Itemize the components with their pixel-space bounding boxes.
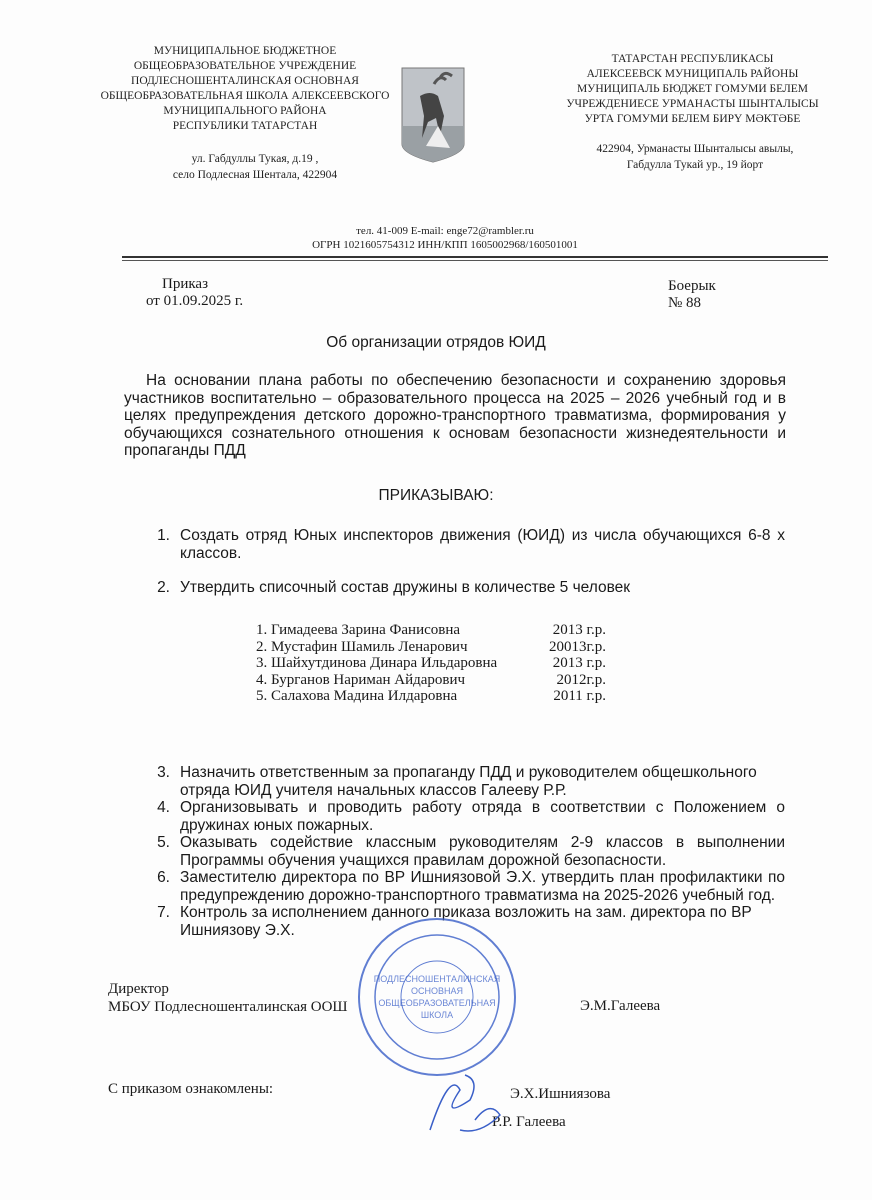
- student-row: [256, 672, 606, 689]
- header-line: ТАТАРСТАН РЕСПУБЛИКАСЫ: [611, 53, 774, 65]
- order-item: [130, 799, 785, 834]
- item-text: Утвердить списочный состав дружины в количестве 5 человек: [180, 579, 631, 596]
- director-role: Директор: [108, 981, 169, 997]
- student-year: 20013г.р.: [549, 638, 606, 655]
- director-block: [108, 980, 348, 1016]
- order-items-1-2: [130, 527, 785, 597]
- header-right: [545, 52, 840, 127]
- item-number: 5.: [157, 834, 170, 851]
- acquainted-name: Р.Р. Галеева: [492, 1114, 566, 1130]
- order-label-tatar: Боерык: [668, 278, 716, 294]
- coat-of-arms-emblem: [400, 66, 466, 164]
- item-number: 1.: [157, 527, 170, 544]
- header-line: МУНИЦИПАЛЬ БЮДЖЕТ ГОМУМИ БЕЛЕМ: [576, 83, 809, 95]
- header-right-address: [570, 141, 820, 173]
- acquainted-name: Э.Х.Ишниязова: [510, 1086, 611, 1102]
- school-stamp: [352, 912, 522, 1082]
- item-number: 6.: [157, 869, 170, 886]
- address-line: Габдулла Тукай ур., 19 йорт: [626, 159, 764, 171]
- document-title: Об организации отрядов ЮИД: [326, 334, 546, 351]
- item-number: 3.: [157, 764, 170, 781]
- handwritten-signature: [420, 1060, 510, 1140]
- header-line: ОБЩЕОБРАЗОВАТЕЛЬНАЯ ШКОЛА АЛЕКСЕЕВСКОГО: [100, 90, 390, 102]
- student-year: 2011 г.р.: [553, 688, 606, 704]
- header-left: [95, 44, 395, 134]
- header-left-address: [130, 151, 380, 183]
- item-number: 2.: [157, 579, 170, 596]
- svg-text:ОБЩЕОБРАЗОВАТЕЛЬНАЯ: ОБЩЕОБРАЗОВАТЕЛЬНАЯ: [378, 998, 496, 1008]
- header-line: ОБЩЕОБРАЗОВАТЕЛЬНОЕ УЧРЕЖДЕНИЕ: [133, 60, 357, 72]
- header-divider: [122, 256, 828, 261]
- director-name: Э.М.Галеева: [580, 998, 661, 1014]
- student-name: 3. Шайхутдинова Динара Ильдаровна: [256, 655, 498, 671]
- student-year: 2013 г.р.: [552, 622, 606, 638]
- student-row: [256, 688, 606, 705]
- director-org: МБОУ Подлесношенталинская ООШ: [108, 999, 348, 1015]
- header-line: УЧРЕЖДЕНИЕСЕ УРМАНАСТЫ ШЫНТАЛЫСЫ: [566, 98, 819, 110]
- address-line: 422904, Урманасты Шынталысы авылы,: [596, 143, 794, 155]
- student-year: 2012г.р.: [556, 671, 606, 688]
- student-name: 1. Гимадеева Зарина Фанисовна: [256, 622, 461, 638]
- address-line: село Подлесная Шентала, 422904: [172, 169, 338, 181]
- svg-text:ОСНОВНАЯ: ОСНОВНАЯ: [410, 986, 464, 996]
- header-line: ПОДЛЕСНОШЕНТАЛИНСКАЯ ОСНОВНАЯ: [131, 75, 359, 87]
- order-date: от 01.09.2025 г.: [146, 293, 244, 309]
- order-label: Приказ: [162, 276, 209, 292]
- student-year: 2013 г.р.: [552, 655, 606, 671]
- order-item: [130, 869, 785, 904]
- header-line: РЕСПУБЛИКИ ТАТАРСТАН: [172, 120, 318, 132]
- item-text: Контроль за исполнением данного приказа возложить на зам. директора по ВР Ишниязову Э.Х.: [180, 904, 752, 939]
- student-row: [256, 639, 606, 656]
- header-line: МУНИЦИПАЛЬНОГО РАЙОНА: [163, 105, 327, 117]
- contact-info: [245, 224, 645, 252]
- order-item: [130, 834, 785, 869]
- order-number: № 88: [668, 295, 702, 311]
- item-text: Оказывать содействие классным руководителям 2-9 классов в выполнении Программы обучения учащихся правилам дорожной безопасности.: [180, 834, 785, 869]
- acquainted-label: С приказом ознакомлены:: [108, 1081, 274, 1097]
- item-text: Заместителю директора по ВР Ишниязовой Э.Х. утвердить план профилактики по предупреждению дорожно-транспортного травматизма на 2025-2026 учебный год.: [180, 869, 785, 904]
- item-number: 7.: [157, 904, 170, 921]
- preamble-paragraph: На основании плана работы по обеспечению безопасности и сохранению здоровья участников воспитательно – образовательного процесса на 2025 – 2026 учебный год и в целях предупреждения детского дорожно-транспортного травматизма, формирования у обучающихся сознательного отношения к основам безопасности жизнедеятельности и пропаганды ПДД: [124, 372, 786, 459]
- order-item: [130, 527, 785, 562]
- header-line: АЛЕКСЕЕВСК МУНИЦИПАЛЬ РАЙОНЫ: [586, 68, 799, 80]
- student-list: [256, 622, 606, 705]
- svg-text:ШКОЛА: ШКОЛА: [420, 1010, 454, 1020]
- order-item: [130, 579, 785, 597]
- order-directive: ПРИКАЗЫВАЮ:: [378, 487, 494, 504]
- header-line: МУНИЦИПАЛЬНОЕ БЮДЖЕТНОЕ: [153, 45, 337, 57]
- student-row: [256, 622, 606, 639]
- student-name: 5. Салахова Мадина Илдаровна: [256, 688, 458, 704]
- address-line: ул. Габдуллы Тукая, д.19 ,: [191, 153, 319, 165]
- student-row: [256, 655, 606, 672]
- contact-line: тел. 41-009 E-mail: enge72@rambler.ru: [356, 225, 534, 237]
- student-name: 4. Бурганов Нариман Айдарович: [256, 671, 466, 688]
- ogrn-line: ОГРН 1021605754312 ИНН/КПП 1605002968/160501001: [312, 239, 578, 251]
- order-item: [130, 764, 785, 799]
- student-name: 2. Мустафин Шамиль Ленарович: [256, 638, 468, 655]
- item-text: Назначить ответственным за пропаганду ПДД и руководителем общешкольного отряда ЮИД учителя начальных классов Галееву Р.Р.: [180, 764, 757, 799]
- header-line: УРТА ГОМУМИ БЕЛЕМ БИРҮ МӘКТӘБЕ: [584, 113, 801, 125]
- svg-text:ПОДЛЕСНОШЕНТАЛИНСКАЯ: ПОДЛЕСНОШЕНТАЛИНСКАЯ: [373, 974, 501, 984]
- item-number: 4.: [157, 799, 170, 816]
- item-text: Организовывать и проводить работу отряда в соответствии с Положением о дружинах юных пожарных.: [180, 799, 785, 834]
- item-text: Создать отряд Юных инспекторов движения (ЮИД) из числа обучающихся 6-8 х классов.: [180, 527, 785, 562]
